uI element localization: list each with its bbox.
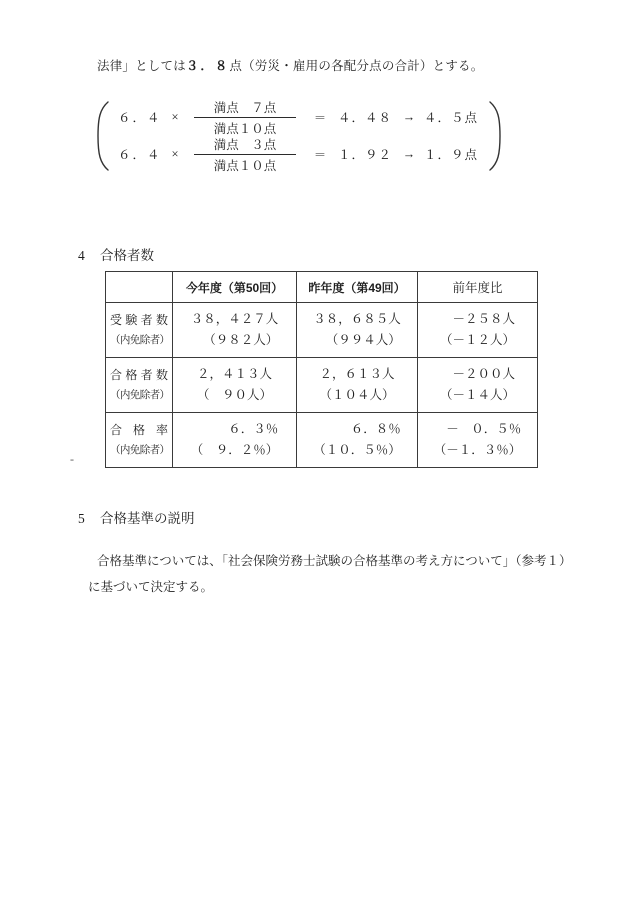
paragraph-line: 合格基準については、「社会保険労務士試験の合格基準の考え方について」（参考１）	[97, 554, 572, 568]
cell-value-stack	[313, 309, 401, 351]
column-header-yoy-diff: 前年度比	[417, 272, 537, 302]
section-number: 4	[78, 248, 85, 263]
passers-diff-cell	[417, 357, 537, 412]
left-parenthesis	[96, 100, 110, 172]
cell-main-value: － ０．５％	[446, 422, 522, 436]
section-number: 5	[78, 511, 85, 526]
cell-main-value: －２５８人	[452, 312, 515, 326]
cell-value-stack	[197, 364, 272, 406]
row-label-sub: （内免除者）	[110, 335, 170, 346]
formula-row-2	[118, 136, 478, 172]
fraction-numerator: 満点 ３点	[194, 135, 296, 155]
intro-emphasis-value: ３．８	[185, 59, 230, 73]
coefficient: ６．４	[118, 148, 162, 162]
paragraph-line: に基づいて決定する。	[88, 580, 214, 594]
cell-main-value: ６．３％	[228, 422, 279, 436]
arrow-icon: →	[402, 109, 416, 124]
cell-sub-value: （－１．３％）	[433, 443, 522, 457]
intro-sentence	[97, 56, 483, 74]
applicants-current-cell	[172, 302, 296, 357]
table-corner-cell	[106, 272, 172, 302]
formula-rows	[118, 99, 478, 172]
cell-main-value: ２，６１３人	[319, 367, 395, 381]
section-title: 合格者数	[100, 248, 154, 263]
equals-sign: ＝	[313, 148, 327, 162]
rounded-value: １．９点	[424, 148, 479, 162]
column-header-previous-year: 昨年度（第49回）	[296, 272, 417, 302]
product-value: １．９２	[337, 148, 392, 162]
row-label-applicants	[106, 302, 172, 357]
section-5-heading	[78, 507, 195, 527]
pass-statistics-table	[105, 271, 538, 468]
section-title: 合格基準の説明	[100, 511, 195, 526]
equals-sign: ＝	[313, 111, 327, 125]
cell-main-value: ３８，６８５人	[313, 312, 401, 326]
pass-rate-previous-cell	[296, 412, 417, 467]
formula-row-1	[118, 99, 478, 135]
cell-value-stack	[313, 419, 401, 461]
fraction	[194, 98, 296, 137]
cell-sub-value: （９８２人）	[203, 333, 279, 347]
row-label-passers	[106, 357, 172, 412]
pass-rate-current-cell	[172, 412, 296, 467]
coefficient: ６．４	[118, 111, 162, 125]
arrow-icon: →	[402, 146, 416, 161]
fraction-numerator: 満点 ７点	[194, 98, 296, 118]
product-value: ４．４８	[337, 111, 392, 125]
row-label-sub: （内免除者）	[110, 445, 170, 456]
column-header-current-year: 今年度（第50回）	[172, 272, 296, 302]
section-4-heading	[78, 244, 154, 264]
applicants-previous-cell	[296, 302, 417, 357]
right-parenthesis	[488, 100, 502, 172]
criteria-paragraph	[88, 548, 572, 600]
cell-sub-value: （１０．５％）	[313, 443, 401, 457]
row-label-text: 合格者数	[110, 368, 168, 382]
cell-value-stack	[440, 309, 515, 351]
applicants-diff-cell	[417, 302, 537, 357]
row-label-sub: （内免除者）	[110, 390, 170, 401]
stray-dash-mark: -	[70, 452, 74, 466]
intro-prefix: 法律」としては	[97, 59, 186, 73]
score-conversion-formula	[96, 99, 502, 173]
cell-sub-value: （－１４人）	[439, 388, 515, 402]
intro-suffix: 点（労災・雇用の各配分点の合計）とする。	[229, 59, 484, 73]
cell-main-value: ３８，４２７人	[190, 312, 279, 326]
cell-value-stack	[191, 309, 279, 351]
fraction-denominator: 満点１０点	[213, 158, 277, 173]
row-label-text: 合格率	[110, 423, 168, 437]
cell-value-stack	[440, 364, 515, 406]
passers-current-cell	[172, 357, 296, 412]
passers-previous-cell	[296, 357, 417, 412]
cell-main-value: －２００人	[452, 367, 515, 381]
pass-rate-diff-cell	[417, 412, 537, 467]
cell-sub-value: （－１２人）	[439, 333, 515, 347]
multiply-sign: ×	[171, 109, 179, 124]
cell-value-stack	[191, 419, 279, 461]
cell-value-stack	[319, 364, 394, 406]
fraction-denominator: 満点１０点	[213, 121, 277, 136]
cell-sub-value: （ ９．２％）	[190, 443, 279, 457]
cell-sub-value: （ ９０人）	[196, 388, 272, 402]
row-label-pass-rate	[106, 412, 172, 467]
cell-main-value: ６．８％	[350, 422, 401, 436]
fraction	[194, 135, 296, 174]
cell-sub-value: （１０４人）	[319, 388, 395, 402]
multiply-sign: ×	[171, 146, 179, 161]
rounded-value: ４．５点	[424, 111, 479, 125]
row-label-text: 受験者数	[110, 313, 168, 327]
cell-value-stack	[434, 419, 522, 461]
cell-sub-value: （９９４人）	[325, 333, 401, 347]
cell-main-value: ２，４１３人	[196, 367, 272, 381]
